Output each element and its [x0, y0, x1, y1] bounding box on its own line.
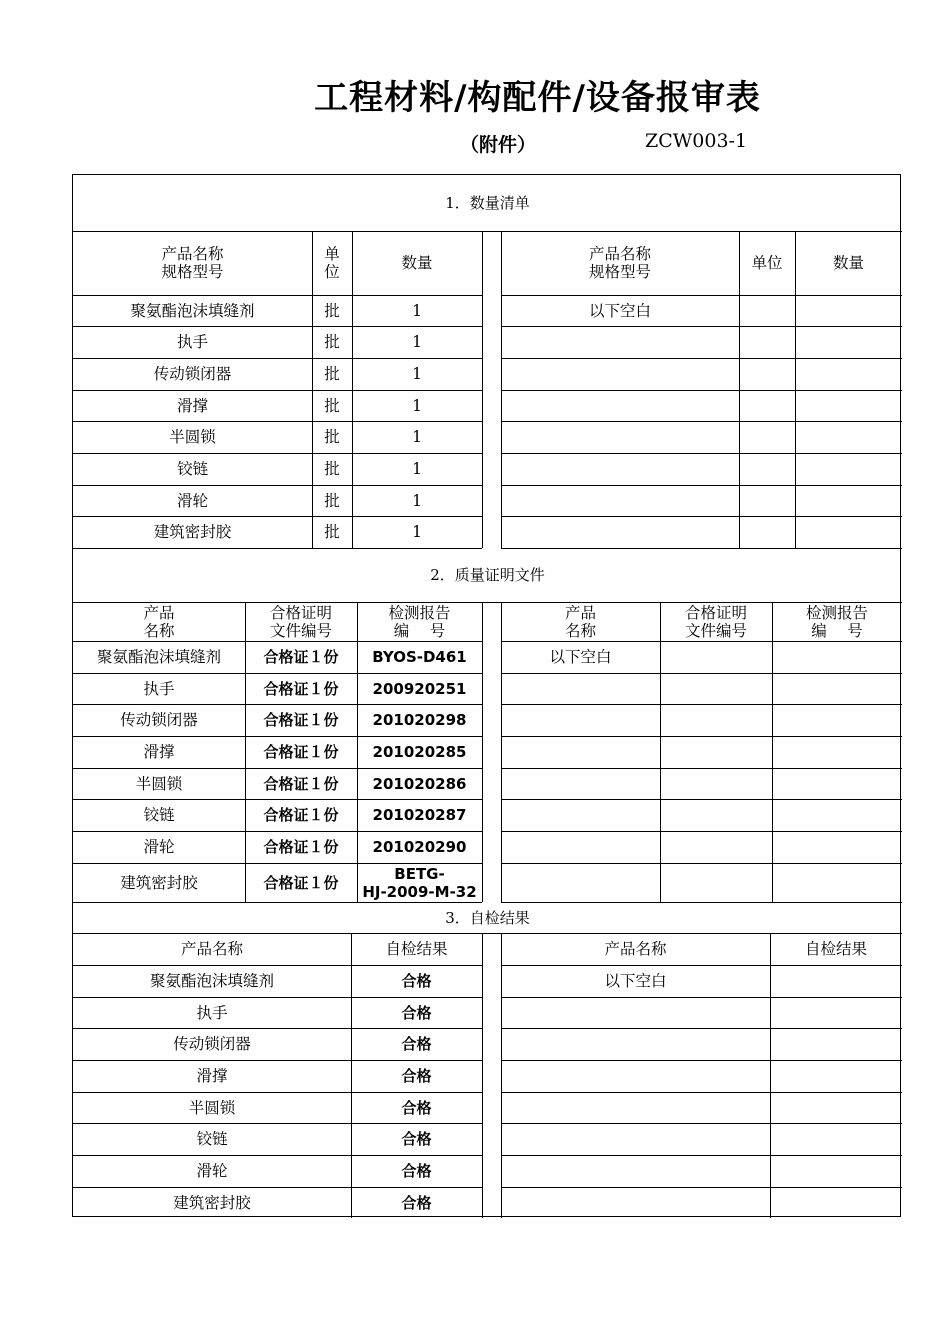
table-cell: BETG- HJ-2009-M-32	[362, 864, 477, 901]
grid-line	[501, 736, 902, 737]
grid-line	[501, 1155, 902, 1156]
grid-line	[501, 831, 902, 832]
attachment-label: （附件）	[460, 134, 537, 156]
grid-line	[501, 485, 902, 486]
table-cell: 半圆锁	[135, 774, 183, 793]
table-cell: 合格证１份	[263, 679, 339, 698]
table-cell: 1	[412, 365, 422, 383]
column-header: 合格证明 文件编号	[269, 603, 332, 640]
column-header: 检测报告 编 号	[388, 603, 451, 640]
table-cell: 合格	[401, 1098, 432, 1117]
grid-line	[501, 1092, 902, 1093]
table-cell: 半圆锁	[188, 1098, 236, 1117]
table-cell: 合格证１份	[263, 873, 339, 892]
grid-line	[501, 1060, 902, 1061]
grid-line	[501, 1028, 902, 1029]
table-cell: 合格证１份	[263, 711, 339, 729]
column-header: 产品名称	[180, 940, 243, 958]
blank-marker: 以下空白	[604, 972, 667, 990]
grid-line	[501, 1187, 902, 1188]
section-heading: 3．自检结果	[445, 908, 530, 927]
table-cell: 滑撑	[176, 396, 208, 415]
table-cell: 201020286	[372, 774, 467, 793]
grid-line	[660, 602, 661, 902]
table-cell: 建筑密封胶	[173, 1193, 251, 1212]
table-cell: 合格证１份	[263, 648, 339, 666]
grid-line	[482, 933, 483, 1218]
grid-line	[501, 768, 902, 769]
column-header: 自检结果	[804, 940, 867, 958]
column-header: 自检结果	[385, 940, 448, 958]
grid-line	[501, 358, 902, 359]
table-cell: 合格证１份	[263, 806, 339, 824]
table-cell: 聚氨酯泡沫填缝剂	[149, 972, 274, 990]
table-cell: 1	[412, 301, 422, 320]
form-title: 工程材料/构配件/设备报审表	[314, 78, 761, 118]
table-cell: 滑轮	[176, 491, 208, 510]
grid-line	[501, 453, 902, 454]
table-cell: 合格证１份	[263, 774, 339, 793]
table-cell: 批	[324, 301, 340, 320]
table-cell: 1	[412, 428, 422, 446]
table-cell: 201020287	[372, 806, 467, 824]
grid-line	[501, 673, 902, 674]
table-cell: 合格	[401, 972, 432, 990]
table-cell: 滑轮	[196, 1162, 228, 1180]
table-cell: 200920251	[372, 679, 467, 698]
table-cell: 滑撑	[196, 1067, 228, 1085]
table-cell: 批	[324, 333, 340, 351]
grid-line	[770, 933, 771, 1218]
column-header: 产品名称 规格型号	[588, 245, 651, 281]
grid-line	[501, 326, 902, 327]
table-cell: 批	[324, 396, 340, 415]
table-cell: 1	[412, 491, 422, 510]
table-cell: 201020285	[372, 743, 467, 761]
table-cell: 合格证１份	[263, 743, 339, 761]
table-cell: 批	[324, 365, 340, 383]
column-header: 数量	[832, 254, 864, 272]
table-cell: 批	[324, 428, 340, 446]
table-cell: 铰链	[176, 460, 208, 478]
table-cell: 执手	[196, 1003, 228, 1022]
table-cell: 建筑密封胶	[120, 873, 198, 892]
blank-marker: 以下空白	[549, 648, 612, 666]
table-cell: 聚氨酯泡沫填缝剂	[96, 648, 221, 666]
table-cell: 传动锁闭器	[120, 711, 198, 729]
grid-line	[501, 704, 902, 705]
table-cell: 半圆锁	[169, 428, 216, 446]
table-cell: 合格	[401, 1130, 432, 1148]
grid-line	[501, 799, 902, 800]
grid-line	[501, 863, 902, 864]
table-cell: 合格	[401, 1067, 432, 1085]
table-cell: 执手	[143, 679, 175, 698]
form-code: ZCW003-1	[645, 130, 748, 152]
table-cell: 合格证１份	[263, 838, 339, 856]
section-heading: 1．数量清单	[445, 194, 530, 212]
table-cell: 1	[412, 333, 422, 351]
table-cell: 铰链	[143, 806, 175, 824]
grid-line	[482, 602, 483, 902]
table-cell: 合格	[401, 1162, 432, 1180]
column-header: 数量	[401, 254, 433, 272]
form-sheet	[72, 174, 901, 1217]
table-cell: BYOS-D461	[372, 648, 467, 666]
column-header: 检测报告 编 号	[805, 603, 868, 640]
table-cell: 传动锁闭器	[153, 365, 232, 383]
grid-line	[501, 421, 902, 422]
table-cell: 传动锁闭器	[173, 1035, 251, 1053]
table-cell: 合格	[401, 1193, 432, 1212]
column-header: 产品名称	[604, 940, 667, 958]
column-header: 产品名称 规格型号	[161, 245, 224, 281]
column-header: 合格证明 文件编号	[684, 603, 747, 640]
table-cell: 合格	[401, 1003, 432, 1022]
column-header: 产品 名称	[143, 603, 175, 640]
table-cell: 执手	[176, 333, 208, 351]
grid-line	[501, 1123, 902, 1124]
table-cell: 建筑密封胶	[153, 523, 232, 541]
table-cell: 批	[324, 491, 340, 510]
grid-line	[501, 516, 902, 517]
grid-line	[482, 231, 483, 548]
table-cell: 批	[324, 523, 340, 541]
column-header: 单位	[751, 254, 783, 272]
table-cell: 1	[412, 396, 422, 415]
column-header: 单 位	[324, 245, 340, 281]
table-cell: 1	[412, 523, 422, 541]
table-cell: 铰链	[196, 1130, 228, 1148]
table-cell: 合格	[401, 1035, 432, 1053]
column-header: 产品 名称	[564, 603, 596, 640]
table-cell: 1	[412, 460, 422, 478]
table-cell: 滑撑	[143, 743, 175, 761]
blank-marker: 以下空白	[588, 301, 651, 320]
table-cell: 聚氨酯泡沫填缝剂	[130, 301, 255, 320]
grid-line	[772, 602, 773, 902]
grid-line	[501, 390, 902, 391]
grid-line	[501, 997, 902, 998]
table-cell: 批	[324, 460, 340, 478]
table-cell: 201020298	[372, 711, 467, 729]
table-cell: 滑轮	[143, 838, 175, 856]
table-cell: 201020290	[372, 838, 467, 856]
section-heading: 2．质量证明文件	[430, 566, 545, 584]
